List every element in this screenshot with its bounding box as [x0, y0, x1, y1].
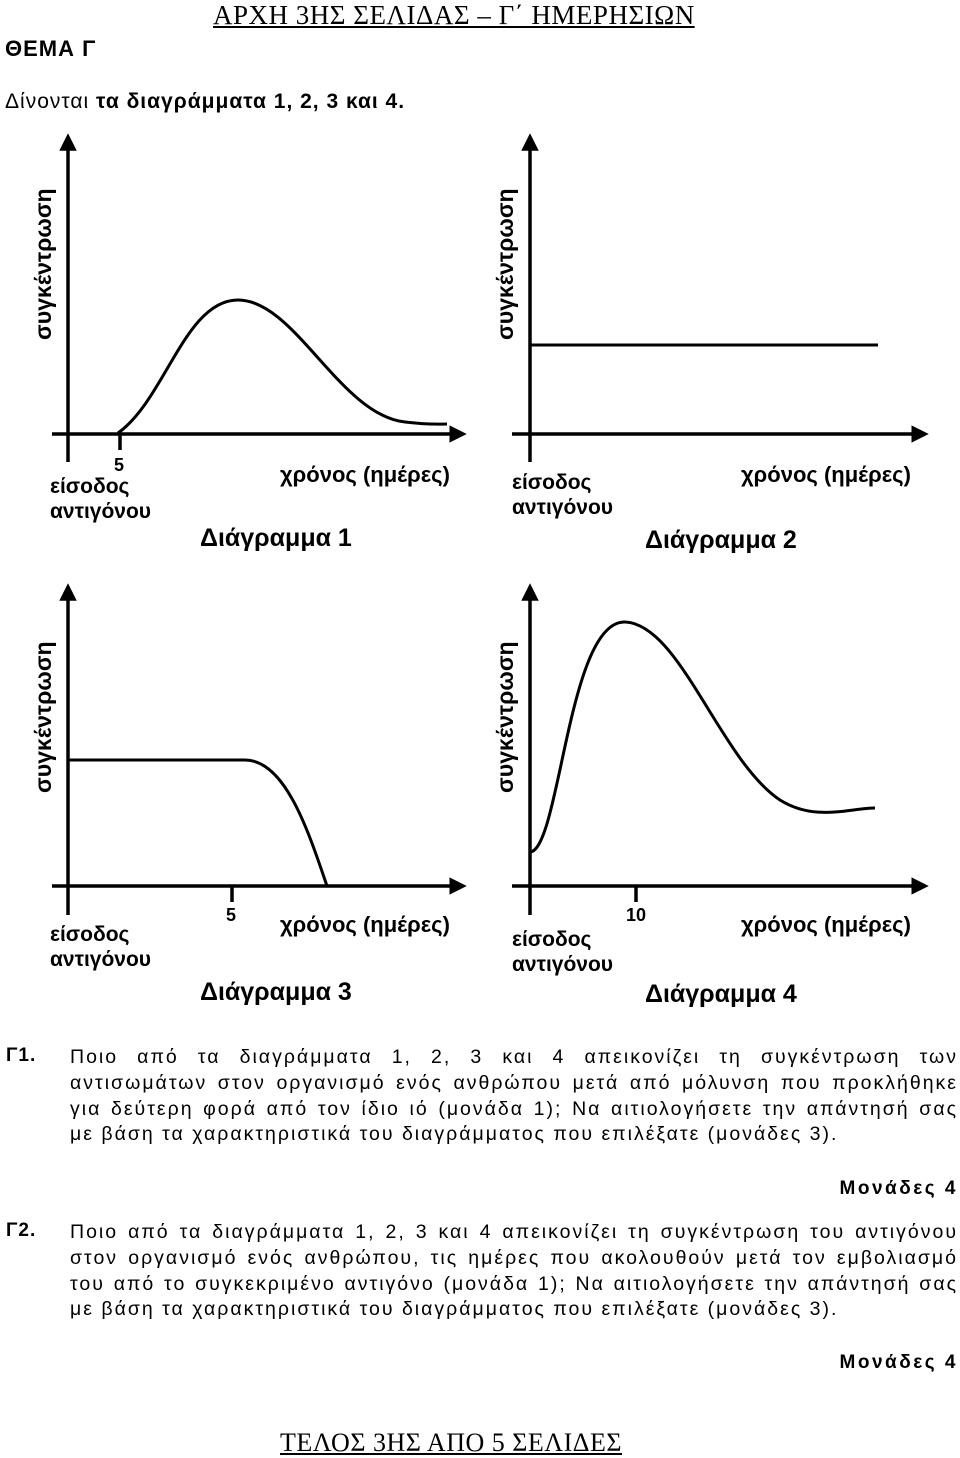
diagram-4-ylabel: συγκέντρωση	[492, 641, 518, 793]
question-1-text: Ποιο από τα διαγράμματα 1, 2, 3 και 4 απεικονίζει τη συγκέντρωση των αντισωμάτων στον οργανισμό ενός ανθρώπου μετά από μόλυνση που προκλήθηκε για δεύτερη φορά από τον ίδιο ιό (μονάδα 1); Να αιτιολογήσετε την απάντησή σας με βάση τα χαρακτηριστικά του διαγράμματος που επιλέξατε (μονάδες 3).	[70, 1046, 958, 1146]
diagram-2-ylabel: συγκέντρωση	[492, 188, 518, 340]
question-1-units: Μονάδες 4	[839, 1178, 958, 1199]
diagram-3-tick-label: 5	[226, 905, 237, 925]
diagram-3-graph	[52, 592, 458, 915]
diagram-3-ylabel: συγκέντρωση	[30, 641, 56, 793]
page-footer: ΤΕΛΟΣ 3ΗΣ ΑΠΟ 5 ΣΕΛΙΔΕΣ	[280, 1428, 623, 1457]
diagram-1-graph	[52, 142, 458, 462]
diagram-1-xlabel: χρόνος (ημέρες)	[280, 462, 450, 487]
section-title: ΘΕΜΑ Γ	[5, 36, 97, 61]
diagram-4-xlabel: χρόνος (ημέρες)	[741, 912, 911, 937]
diagram-1-curve	[118, 300, 447, 433]
diagram-1-ylabel: συγκέντρωση	[30, 188, 56, 340]
page-header: ΑΡΧΗ 3ΗΣ ΣΕΛΙΔΑΣ – Γ΄ ΗΜΕΡΗΣΙΩΝ	[213, 0, 695, 30]
diagram-4-graph	[512, 592, 920, 915]
diagram-4-curve	[530, 622, 875, 852]
intro-prefix: Δίνονται	[5, 90, 90, 113]
diagram-2-title: Διάγραμμα 2	[645, 526, 797, 554]
diagram-3-title: Διάγραμμα 3	[200, 978, 352, 1006]
diagram-4-tick-label: 10	[626, 905, 647, 925]
diagram-3-xlabel: χρόνος (ημέρες)	[280, 912, 450, 937]
diagram-4-entry-label: είσοδος αντιγόνου	[512, 928, 614, 976]
question-2-text: Ποιο από τα διαγράμματα 1, 2, 3 και 4 απεικονίζει τη συγκέντρωση του αντιγόνου στον οργανισμό ενός ανθρώπου, τις ημέρες που ακολουθούν μετά τον εμβολιασμό του από το συγκεκριμένο αντιγόνο (μονάδα 1); Να αιτιολογήσετε την απάντησή σας με βάση τα χαρακτηριστικά του διαγράμματος που επιλέξατε (μονάδες 3).	[70, 1221, 958, 1321]
diagram-3-curve	[68, 760, 327, 886]
question-2-number: Γ2.	[6, 1220, 37, 1241]
diagram-4-title: Διάγραμμα 4	[645, 980, 797, 1008]
diagram-1-tick-label: 5	[114, 455, 125, 475]
diagram-2-entry-label: είσοδος αντιγόνου	[512, 471, 614, 519]
diagram-3-entry-label: είσοδος αντιγόνου	[50, 923, 152, 971]
diagram-1-title: Διάγραμμα 1	[200, 524, 352, 552]
question-1-number: Γ1.	[6, 1045, 37, 1066]
diagram-2-graph	[512, 142, 920, 462]
diagram-2-xlabel: χρόνος (ημέρες)	[741, 462, 911, 487]
intro-bold: τα διαγράμματα 1, 2, 3 και 4.	[96, 90, 406, 113]
question-2-units: Μονάδες 4	[839, 1352, 958, 1373]
diagram-1-entry-label: είσοδος αντιγόνου	[50, 475, 152, 523]
